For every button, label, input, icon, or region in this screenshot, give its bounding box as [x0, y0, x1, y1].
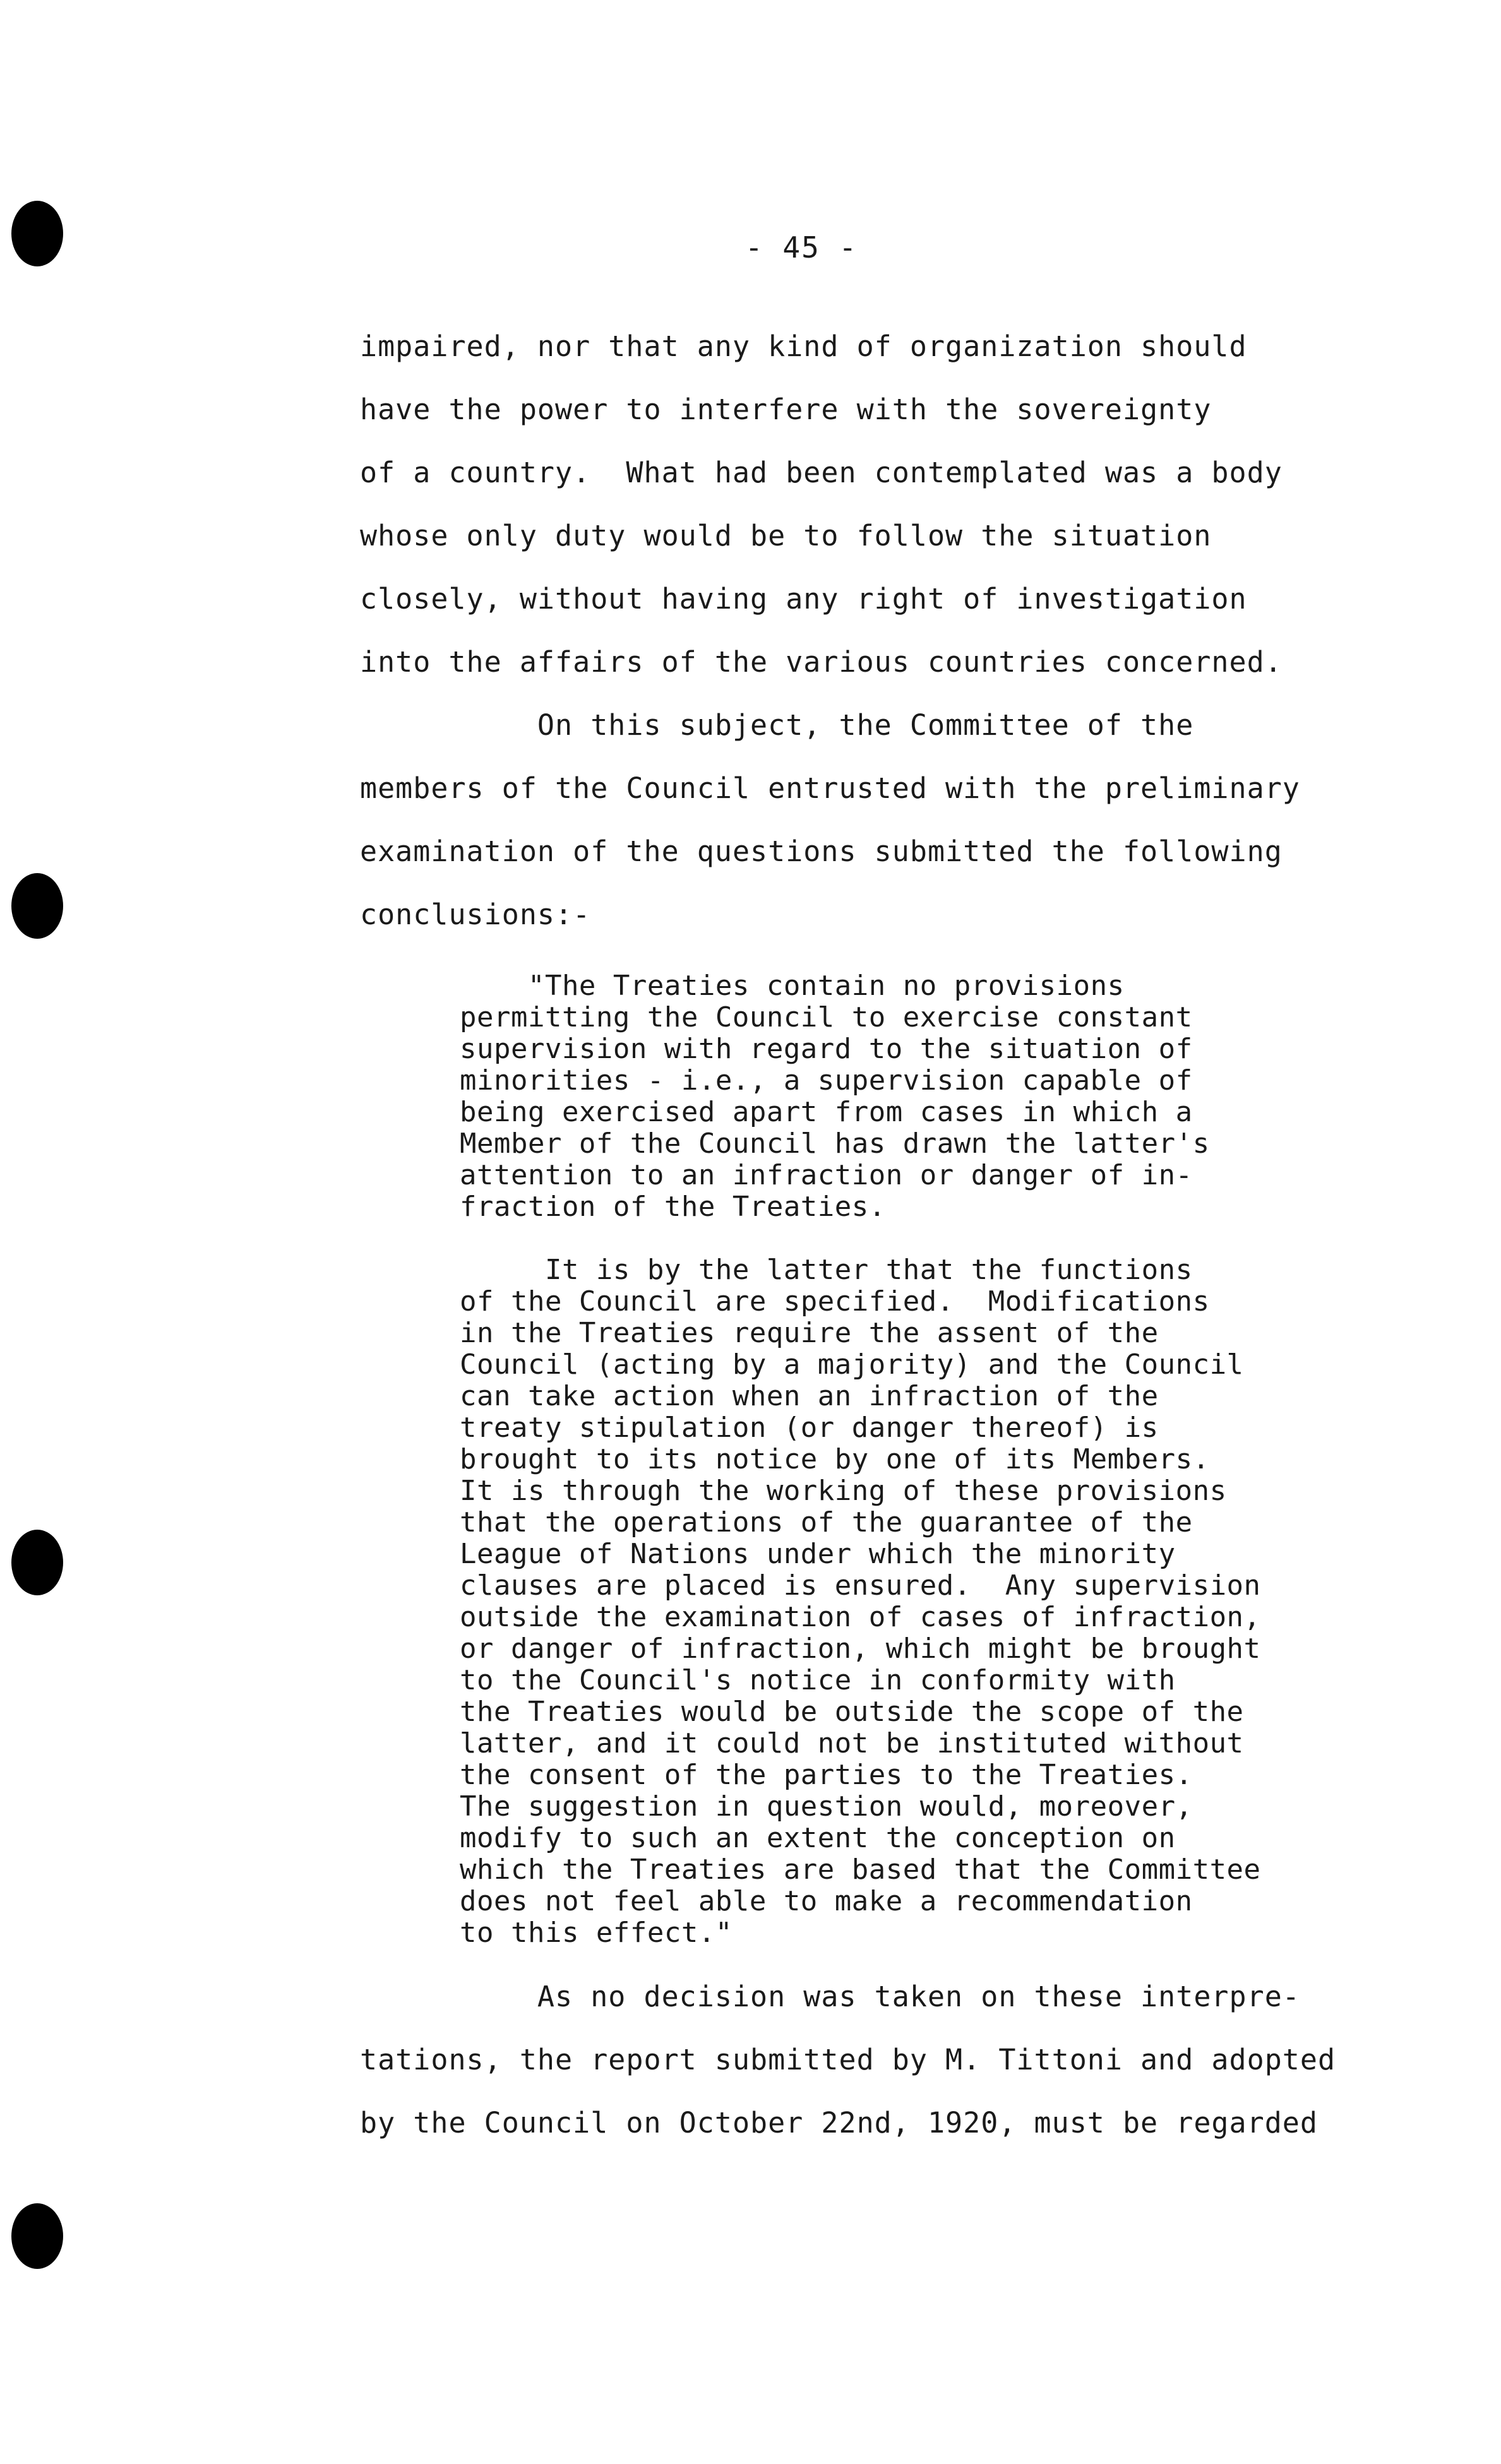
- text-line: closely, without having any right of investigation: [360, 582, 1247, 616]
- page-number: - 45 -: [745, 230, 858, 265]
- quote-line: of the Council are specified. Modifications: [460, 1285, 1210, 1318]
- quote-line: It is through the working of these provisions: [460, 1475, 1227, 1507]
- quote-line: or danger of infraction, which might be brought: [460, 1633, 1261, 1665]
- text-line: have the power to interfere with the sovereignty: [360, 393, 1212, 426]
- quote-line: Council (acting by a majority) and the Council: [460, 1348, 1244, 1381]
- quote-line: in the Treaties require the assent of the: [460, 1317, 1159, 1349]
- quote-line: "The Treaties contain no provisions: [460, 970, 1125, 1002]
- quote-line: clauses are placed is ensured. Any supervision: [460, 1569, 1261, 1602]
- text-line: into the affairs of the various countries concerned.: [360, 645, 1283, 679]
- text-line: tations, the report submitted by M. Tittoni and adopted: [360, 2043, 1336, 2076]
- quote-line: to the Council's notice in conformity with: [460, 1664, 1176, 1696]
- quote-line: outside the examination of cases of infraction,: [460, 1601, 1261, 1633]
- quote-line: League of Nations under which the minority: [460, 1538, 1176, 1570]
- quote-line: can take action when an infraction of the: [460, 1380, 1159, 1412]
- quote-line: which the Treaties are based that the Committee: [460, 1854, 1261, 1886]
- quote-line: modify to such an extent the conception on: [460, 1822, 1176, 1854]
- punch-hole-3: [11, 1530, 63, 1595]
- punch-hole-4: [11, 2203, 63, 2269]
- text-line: examination of the questions submitted the following: [360, 835, 1283, 868]
- quote-line: the consent of the parties to the Treaties.: [460, 1759, 1193, 1791]
- text-line: by the Council on October 22nd, 1920, must be regarded: [360, 2106, 1318, 2140]
- punch-hole-2: [11, 873, 63, 939]
- text-line: As no decision was taken on these interpre-: [360, 1980, 1300, 2013]
- quote-line: permitting the Council to exercise constant: [460, 1001, 1193, 1033]
- quote-line: that the operations of the guarantee of the: [460, 1506, 1193, 1539]
- quote-line: fraction of the Treaties.: [460, 1191, 886, 1223]
- text-line: members of the Council entrusted with the preliminary: [360, 771, 1300, 805]
- quote-line: to this effect.": [460, 1917, 733, 1949]
- quote-line: minorities - i.e., a supervision capable of: [460, 1064, 1193, 1097]
- text-line: impaired, nor that any kind of organization should: [360, 330, 1247, 363]
- quote-line: latter, and it could not be instituted without: [460, 1727, 1244, 1759]
- quote-line: treaty stipulation (or danger thereof) is: [460, 1412, 1159, 1444]
- quote-line: It is by the latter that the functions: [460, 1254, 1193, 1286]
- text-line: On this subject, the Committee of the: [360, 708, 1194, 742]
- text-line: of a country. What had been contemplated was a body: [360, 456, 1283, 489]
- quote-line: does not feel able to make a recommendation: [460, 1885, 1193, 1917]
- quote-line: The suggestion in question would, moreover,: [460, 1790, 1193, 1823]
- text-line: whose only duty would be to follow the situation: [360, 519, 1212, 552]
- quote-line: attention to an infraction or danger of in-: [460, 1159, 1193, 1191]
- quote-line: Member of the Council has drawn the latter's: [460, 1128, 1210, 1160]
- quote-line: the Treaties would be outside the scope of the: [460, 1696, 1244, 1728]
- quote-line: brought to its notice by one of its Members.: [460, 1443, 1210, 1475]
- quote-line: supervision with regard to the situation of: [460, 1033, 1193, 1065]
- text-line: conclusions:-: [360, 898, 591, 931]
- punch-hole-1: [11, 201, 63, 266]
- quote-line: being exercised apart from cases in which a: [460, 1096, 1193, 1128]
